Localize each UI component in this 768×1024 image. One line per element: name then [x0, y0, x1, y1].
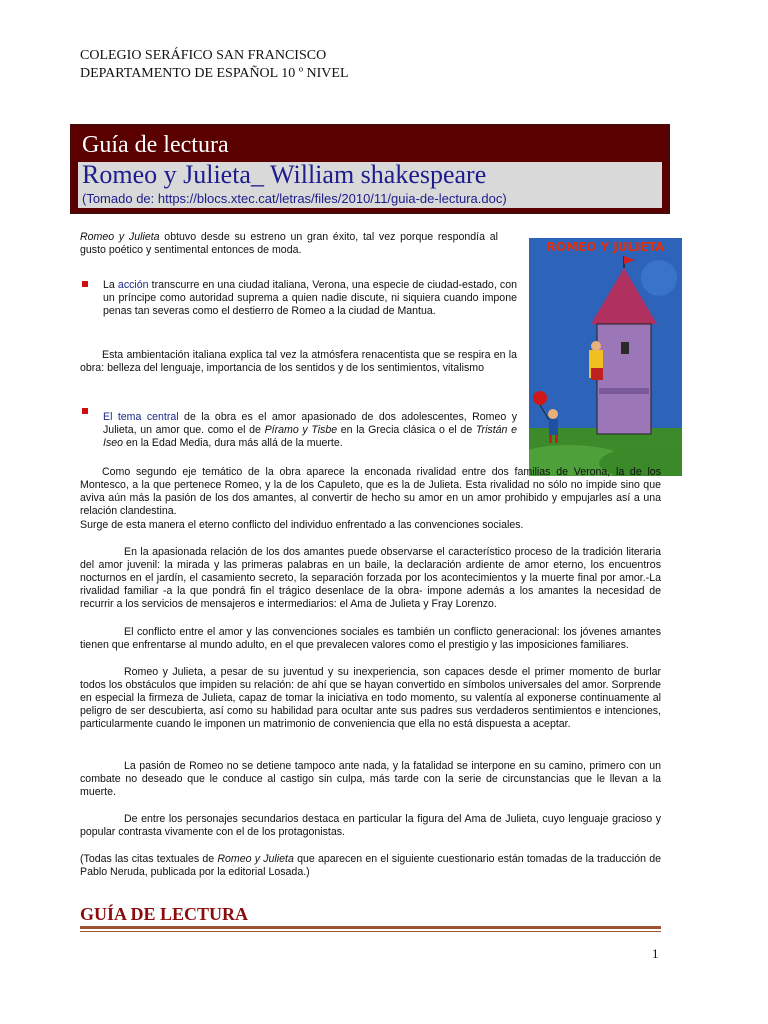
section-heading: GUÍA DE LECTURA — [80, 904, 249, 924]
school-header — [80, 47, 349, 83]
action-prefix: La — [103, 279, 118, 291]
romeo-paragraph: La pasión de Romeo no se detiene tampoco ante nada, y la fatalidad se interpone en su camino, primero con un combate no deseado que le conduce al castigo sin culpa, más tarde con la serie de circunstancias que le llevan a la muerte. — [80, 760, 661, 798]
bullet-icon — [82, 281, 88, 287]
intro-text: obtuvo desde su estreno un gran éxito, tal vez porque respondía al gusto poético y sentimental entonces de moda. — [80, 231, 498, 256]
school-name: COLEGIO SERÁFICO SAN FRANCISCO — [80, 48, 327, 63]
intro-paragraph — [80, 231, 498, 257]
ambience-paragraph: Esta ambientación italiana explica tal vez la atmósfera renacentista que se respira en la obra: belleza del lenguaje, importancia de los sentidos y de los sentimientos, vitalismo — [80, 349, 517, 374]
theme-link[interactable]: El tema central — [103, 411, 179, 423]
action-text: transcurre en una ciudad italiana, Verona, una especie de ciudad-estado, con un príncipe como autoridad suprema a quien nadie discute, ni siquiera cuando impone penas tan severas como el destierro de Romeo a la ciudad de Mantua. — [103, 279, 517, 317]
illustration-label: ROMEO Y JULIETA — [546, 240, 665, 254]
generational-paragraph: El conflicto entre el amor y las convenciones sociales es también un conflicto generacional: los jóvenes amantes tienen que enfrentarse al mundo adulto, en el que prevalecen valores como el prestigio y las imposiciones familiares. — [80, 626, 661, 651]
page-number: 1 — [652, 946, 659, 961]
theme-text-a: de la obra es el amor apasionado de dos adolescentes, Romeo y Julieta, un amor que. como el de — [103, 411, 518, 436]
source-citation: (Tomado de: https://blocs.xtec.cat/letras/files/2010/11/guia-de-lectura.doc) — [82, 191, 507, 206]
work-title: Romeo y Julieta_ William shakespeare — [82, 160, 487, 189]
romeo-julieta-illustration — [529, 238, 682, 476]
note-text-a: (Todas las citas textuales de — [80, 853, 218, 865]
lovers-paragraph: Romeo y Julieta, a pesar de su juventud y su inexperiencia, son capaces desde el primer momento de burlar todos los obstáculos que impiden su relación: de ahí que se hayan convertido en símbolos universales del amor. Sorprende en especial la firmeza de Julieta, capaz de tomar la iniciativa en todo momento, su valentía al exponerse continuamente al peligro de ser descubierta, así como su habilidad para ocultar ante sus padres sus verdaderos sentimientos e intenciones, particularmente cuando le imponen un matrimonio de conveniencia que ella no está dispuesta a aceptar. — [80, 666, 661, 730]
department-name: DEPARTAMENTO DE ESPAÑOL 10 º NIVEL — [80, 66, 349, 81]
citations-note — [80, 853, 661, 879]
note-text-b: que aparecen en el siguiente cuestionario están tomadas de la traducción de Pablo Neruda, publicada por la editorial Losada.) — [80, 853, 662, 878]
bullet-paragraph-action — [103, 279, 517, 318]
intro-italic-title: Romeo y Julieta — [80, 231, 160, 243]
section-rule-thin — [80, 931, 661, 932]
theme-text-b: en la Grecia clásica o el de — [337, 424, 476, 436]
conflict-sentence: Surge de esta manera el eterno conflicto del individuo enfrentado a las convenciones sociales. — [80, 519, 524, 531]
bullet-icon — [82, 408, 88, 414]
tradition-paragraph: En la apasionada relación de los dos amantes puede observarse el característico proceso de la tradición literaria del amor juvenil: la mirada y las primeras palabras en un baile, la declaración ardiente de amor eterno, los encuentros nocturnos en el jardín, el casamiento secreto, la separación forzada por los acontecimientos y la muerte final por amor.-La rivalidad familiar -a la que pondrá fin el trágico desenlace de la obra- impone además a los amantes la necesidad de recurrir a los servicios de mensajeros e intermediarios: el Ama de Julieta y Fray Lorenzo. — [80, 546, 661, 610]
action-link[interactable]: acción — [117, 279, 149, 291]
note-italic-title: Romeo y Julieta — [217, 853, 294, 865]
bullet-paragraph-theme — [103, 411, 517, 450]
theme-italic-piramo: Píramo y Tisbe — [264, 424, 338, 436]
theme-text-c: en la Edad Media, dura más allá de la muerte. — [123, 437, 343, 449]
title-box — [70, 124, 670, 214]
title-inner-panel — [78, 162, 662, 208]
rivalry-text: Como segundo eje temático de la obra aparece la enconada rivalidad entre dos familias de Verona, la de los Montesco, a la que pertenece Romeo, y la de los Capuleto, que es la de Julieta. Esta rivalidad no sólo no impide sino que aviva aún más la pasión de los dos amantes, al convertir de hecho su amor en un amor prohibido y empujarles así a una relación clandestina. — [80, 466, 661, 517]
tower-illustration-icon — [529, 238, 682, 476]
secondary-characters-paragraph: De entre los personajes secundarios destaca en particular la figura del Ama de Julieta, cuyo lenguaje gracioso y popular contrasta vivamente con el de los protagonistas. — [80, 813, 661, 838]
section-rule — [80, 926, 661, 929]
page-title: Guía de lectura — [82, 132, 229, 158]
theme-italic-tristan: Tristán e Iseo — [103, 424, 517, 449]
